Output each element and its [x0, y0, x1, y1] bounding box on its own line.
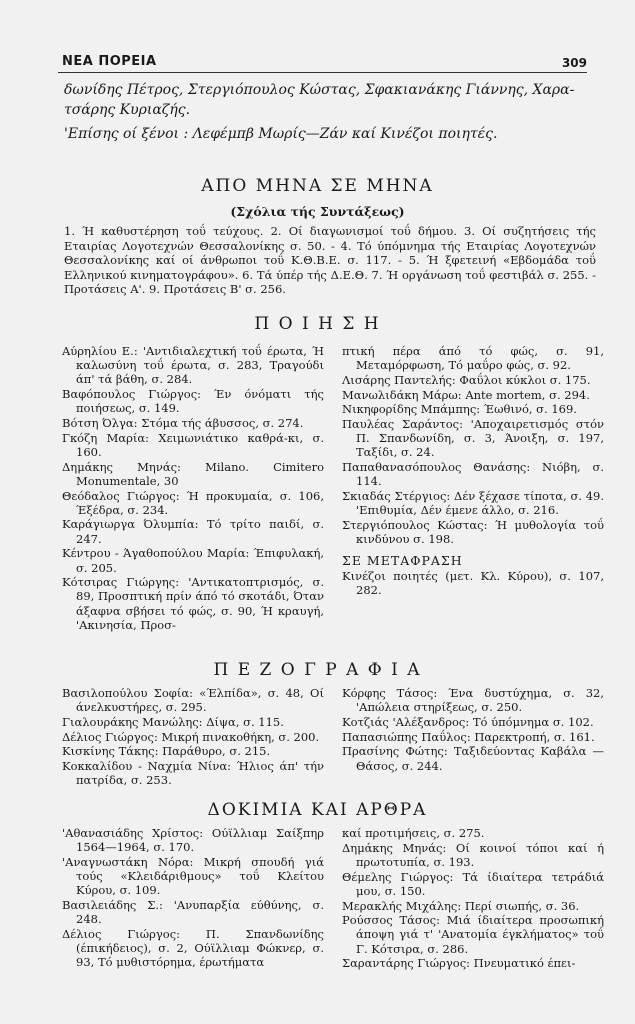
intro-line-2: τσάρης Κυριαζής.: [64, 102, 191, 118]
index-entry: Πρασίνης Φώτης: Ταξιδεύοντας Καβάλα — Θάσος, σ. 244.: [342, 744, 604, 773]
index-entry: Γκόζη Μαρία: Χειμωνιάτικο καθρά-κι, σ. 160.: [62, 430, 324, 459]
index-entry: Δέλιος Γιώργος: Π. Σπανδωνίδης (έπικήδειος), σ. 2, Ούϊλλιαμ Φώκνερ, σ. 93, Τό μυθιστόρημα, έρωτήματα: [62, 926, 324, 970]
index-entry: Γιαλουράκης Μανώλης: Δίψα, σ. 115.: [62, 714, 284, 729]
index-entry: Σκιαδάς Στέργιος: Δέν ξέχασε τίποτα, σ. 49. 'Επιθυμία, Δέν έμενε άλλο, σ. 216.: [342, 489, 604, 518]
index-entry: Παπασιώπης Παΰλος: Παρεκτροπή, σ. 161.: [342, 729, 595, 744]
page-number: 309: [561, 56, 587, 70]
intro-line-1: δωνίδης Πέτρος, Στεργιόπουλος Κώστας, Σφακιανάκης Γιάννης, Χαρα-: [64, 82, 575, 98]
index-entry: Καράγιωργα Όλυμπία: Τό τρίτο παιδί, σ. 247.: [62, 517, 324, 546]
editorial-notes: 1. Ή καθυστέρηση τοΰ τεύχους. 2. Οί διαγωνισμοί τοΰ δήμου. 3. Οί συζητήσεις τής Εταιρίας Λογοτεχνών Θεσσαλονίκης σ. 50. - 4. Τό ύπόμνημα τής Εταιρίας Λογοτεχνών Θεσσαλονίκης καί οί άνθρωποι τοΰ Κ.Θ.Β.Ε. σ. 117. - 5. Ή ξφετεινή «Εβδομάδα τοΰ Ελληνικού κινηματογράφου». 6. Τά ύπέρ τής Δ.Ε.Θ. 7. Ή οργάνωση τοΰ φεστιβάλ σ. 255. - Προτάσεις Α'. 9. Προτάσεις Β' σ. 256.: [64, 224, 596, 296]
index-entry: καί προτιμήσεις, σ. 275.: [342, 826, 485, 840]
poetry-right-column: [342, 344, 604, 597]
header-rule: [58, 72, 587, 73]
index-entry: Παπαθανασόπουλος Θανάσης: Νιόβη, σ. 114.: [342, 460, 604, 489]
index-entry: Θεόδαλος Γιώργος: Ή προκυμαία, σ. 106, Έξέδρα, σ. 234.: [62, 488, 324, 517]
index-entry: Μανωλιδάκη Μάρω: Ante mortem, σ. 294.: [342, 387, 590, 402]
intro-line-3: 'Επίσης οί ξένοι : Λεφέμπβ Μωρίς—Ζάν καί Κινέζοι ποιητές.: [64, 126, 498, 142]
index-entry: Βαφόπουλος Γιώργος: Έν όνόματι τής ποιήσεως, σ. 149.: [62, 387, 324, 416]
index-entry: Κοκκαλίδου - Ναχμία Νίνα: Ήλιος άπ' τήν πατρίδα, σ. 253.: [62, 759, 324, 788]
index-entry: Κοτζιάς 'Αλέξανδρος: Τό ύπόμνημα σ. 102.: [342, 714, 594, 729]
prose-right-column: [342, 686, 604, 773]
index-entry: Στεργιόπουλος Κώστας: Ή μυθολογία τοΰ κινδύνου σ. 198.: [342, 517, 604, 547]
section-title-essays: ΔΟΚΙΜΙΑ ΚΑΙ ΑΡΘΡΑ: [207, 800, 428, 820]
prose-left-column: [62, 686, 324, 788]
index-entry: Δημάκης Μηνάς: Milano. Cimitero Monumentale, 30: [62, 459, 324, 488]
index-entry: Δέλιος Γιώργος: Μικρή πινακοθήκη, σ. 200.: [62, 729, 320, 744]
section-title-apo-mina: ΑΠΟ ΜΗΝΑ ΣΕ ΜΗΝΑ: [201, 176, 434, 196]
index-entry: Βασιλειάδης Σ.: 'Ανυπαρξία εύθύνης, σ. 248.: [62, 898, 324, 927]
essays-left-column: [62, 826, 324, 970]
index-entry: Κότσιρας Γιώργης: 'Αντικατοπτρισμός, σ. 89, Προσπτική πρίν άπό τό σκοτάδι, Όταν άξαφνα σβήσει τό φώς, σ. 90, Ή κραυγή, 'Ακινησία, Προσ-: [62, 575, 324, 632]
index-entry: Βασιλοπούλου Σοφία: «Έλπίδα», σ. 48, Οί άνελκυστήρες, σ. 295.: [62, 686, 324, 715]
translation-heading: ΣΕ ΜΕΤΑΦΡΑΣΗ: [342, 553, 463, 569]
index-entry: Νικηφορίδης Μπάμπης: Έωθινό, σ. 169.: [342, 402, 577, 417]
index-entry: Αύρηλίου Ε.: 'Αντιδιαλεχτική τοΰ έρωτα, Ή καλωσύνη τοΰ έρωτα, σ. 283, Τραγούδι άπ' τά βάθη, σ. 284.: [62, 344, 324, 387]
section-title-prose: Π Ε Ζ Ο Γ Ρ Α Φ Ι Α: [213, 660, 422, 680]
index-entry: Κινέζοι ποιητές (μετ. Κλ. Κύρου), σ. 107, 282.: [342, 568, 604, 597]
index-entry: Θέμελης Γιώργος: Τά ίδιαίτερα τετράδιά μου, σ. 150.: [342, 869, 604, 898]
index-entry: Μερακλής Μιχάλης: Περί σιωπής, σ. 36.: [342, 898, 580, 913]
index-entry: πτική πέρα άπό τό φώς, σ. 91, Μεταμόρφωση, Τό μαΰρο φώς, σ. 92.: [342, 344, 604, 373]
index-entry: Κόρφης Τάσος: Ένα δυστύχημα, σ. 32, 'Απώλεια στηρίξεως, σ. 250.: [342, 686, 604, 715]
journal-title: ΝΕΑ ΠΟΡΕΙΑ: [62, 54, 157, 69]
index-entry: 'Αναγνωστάκη Νόρα: Μικρή σπουδή γιά τούς «Κλειδάριθμους» τοΰ Κλείτου Κύρου, σ. 109.: [62, 854, 324, 898]
section-title-poetry: Π Ο Ι Η Σ Η: [254, 314, 381, 334]
index-entry: Παυλέας Σαράντος: 'Αποχαιρετισμός στόν Π. Σπανδωνίδη, σ. 3, Άνοιξη, σ. 197, Ταξίδι, σ. 24.: [342, 417, 604, 460]
index-entry: Δημάκης Μηνάς: Οί κοινοί τόποι καί ή πρωτοτυπία, σ. 193.: [342, 840, 604, 869]
poetry-left-column: [62, 344, 324, 633]
section-subtitle-editorial: (Σχόλια τής Συντάξεως): [230, 204, 405, 219]
index-entry: Βότση Όλγα: Στόμα τής άβυσσος, σ. 274.: [62, 416, 304, 431]
index-entry: 'Αθανασιάδης Χρίστος: Ούϊλλιαμ Σαίξπηρ 1564—1964, σ. 170.: [62, 826, 324, 855]
index-entry: Ρούσσος Τάσος: Μιά ίδιαίτερα προσωπική άποψη γιά τ' 'Ανατομία έγκλήματος» τοΰ Γ. Κότσιρα, σ. 286.: [342, 913, 604, 956]
index-entry: Σαραντάρης Γιώργος: Πνευματικό έπει-: [342, 956, 576, 971]
essays-right-column: [342, 826, 604, 971]
index-entry: Κέντρου - Άγαθοπούλου Μαρία: Έπιφυλακή, σ. 205.: [62, 546, 324, 575]
index-entry: Κισκίνης Τάκης: Παράθυρο, σ. 215.: [62, 744, 271, 759]
index-entry: Λισάρης Παντελής: Φαΰλοι κύκλοι σ. 175.: [342, 372, 591, 387]
